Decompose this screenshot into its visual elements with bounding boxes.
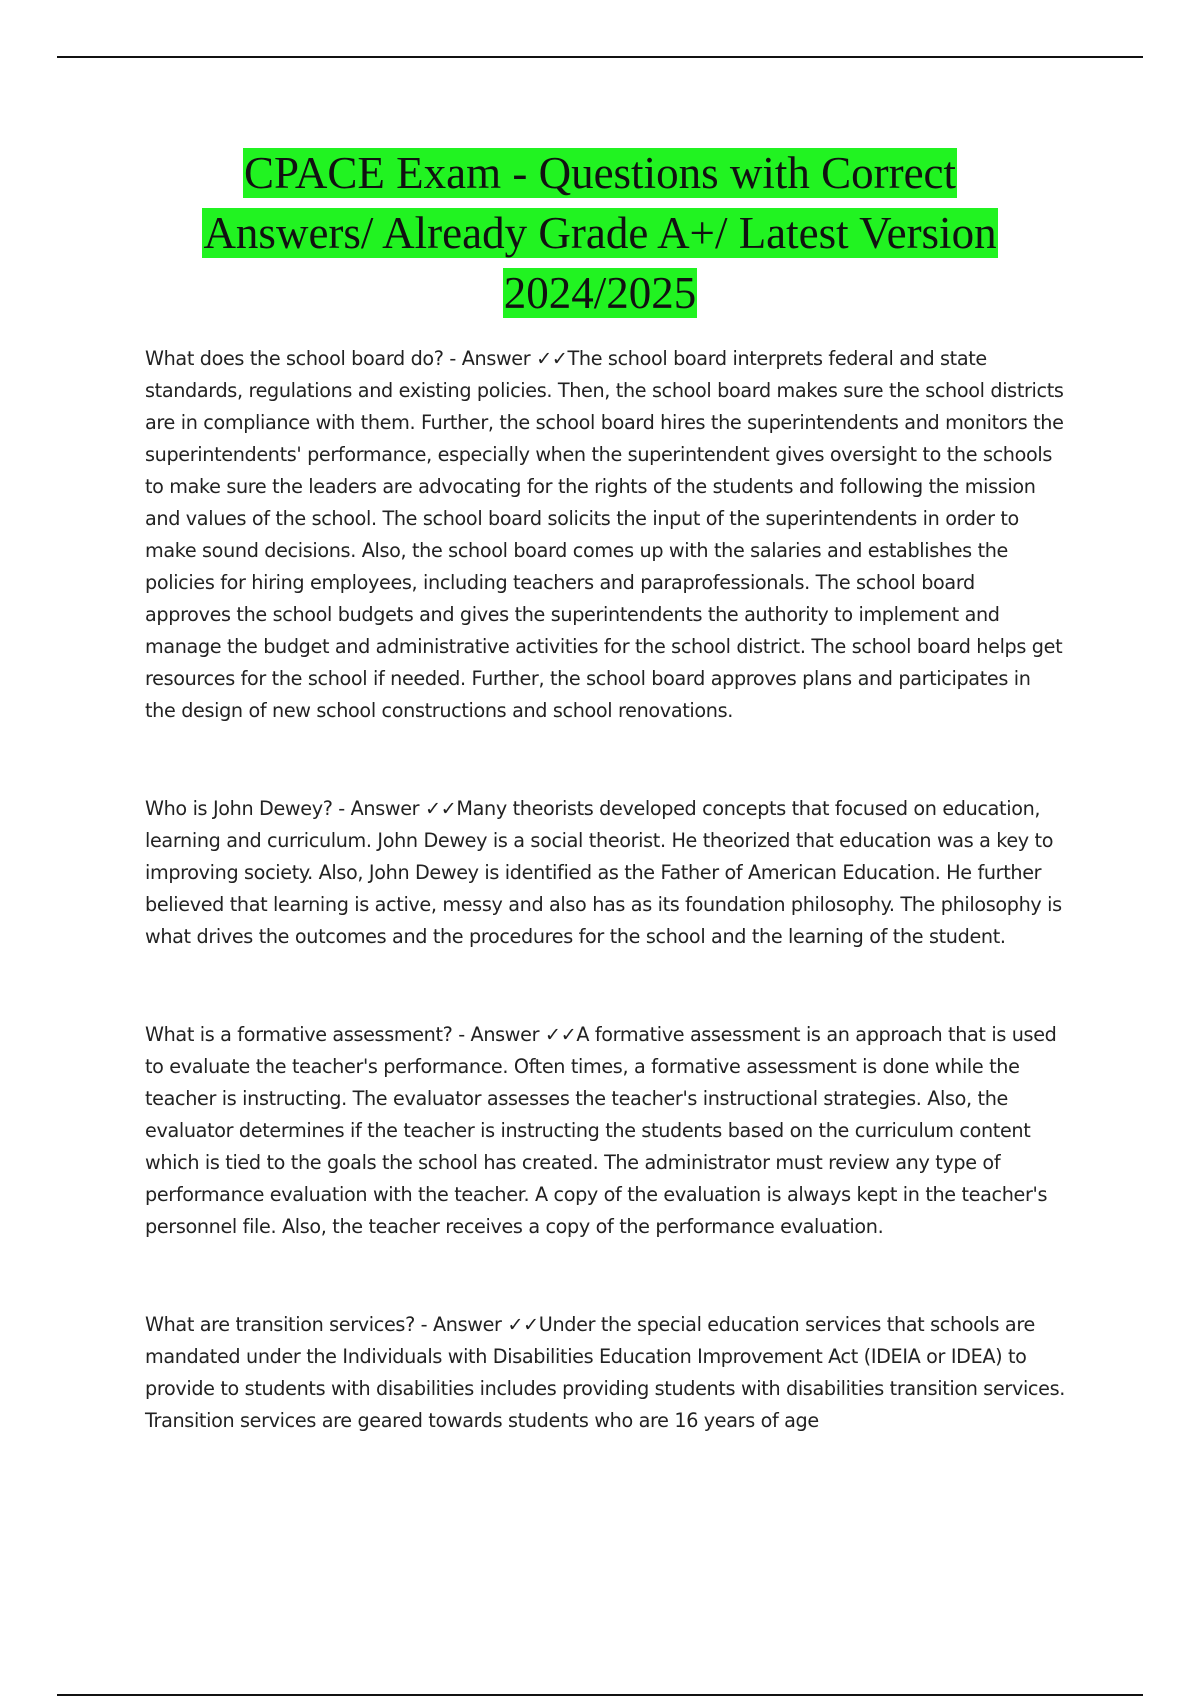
question-text: What is a formative assessment? <box>145 1023 453 1046</box>
question-text: What does the school board do? <box>145 347 444 370</box>
qa-list <box>145 343 1065 1503</box>
qa-item <box>145 343 1065 727</box>
double-check-icon: ✓✓ <box>424 797 457 820</box>
qa-item <box>145 793 1065 953</box>
question-text: What are transition services? <box>145 1313 415 1336</box>
document-title <box>60 143 1140 323</box>
answer-text: The school board interprets federal and state standards, regulations and existing policies. Then, the school board makes sure the school districts are in compliance with them. Further, the school board hires the superintendents and monitors the superintendents' performance, especially when the superintendent gives oversight to the schools to make sure the leaders are advocating for the rights of the students and following the mission and values of the school. The school board solicits the input of the superintendents in order to make sound decisions. Also, the school board comes up with the salaries and establishes the policies for hiring employees, including teachers and paraprofessionals. The school board approves the school budgets and gives the superintendents the authority to implement and manage the budget and administrative activities for the school district. The school board helps get resources for the school if needed. Further, the school board approves plans and participates in the design of new school constructions and school renovations. <box>145 347 1064 722</box>
double-check-icon: ✓✓ <box>507 1313 539 1336</box>
answer-separator: - Answer <box>443 347 537 370</box>
double-check-icon: ✓✓ <box>544 1023 577 1046</box>
answer-text: A formative assessment is an approach that is used to evaluate the teacher's performance. Often times, a formative assessment is done while the teacher is instructing. The evaluator assesses the teacher's instructional strategies. Also, the evaluator determines if the teacher is instructing the students based on the curriculum content which is tied to the goals the school has created. The administrator must review any type of performance evaluation with the teacher. A copy of the evaluation is always kept in the teacher's personnel file. Also, the teacher receives a copy of the performance evaluation. <box>145 1023 1057 1238</box>
answer-text: Under the special education services that schools are mandated under the Individuals with Disabilities Education Improvement Act (IDEIA or IDEA) to provide to students with disabilities includes providing students with disabilities transition services. Transition services are geared towards students who are 16 years of age <box>145 1313 1065 1432</box>
title-line-1: CPACE Exam - Questions with Correct <box>243 148 957 198</box>
answer-separator: - Answer <box>332 797 425 820</box>
title-line-2: Answers/ Already Grade A+/ Latest Version <box>203 208 997 258</box>
double-check-icon: ✓✓ <box>536 347 568 370</box>
answer-text: Many theorists developed concepts that focused on education, learning and curriculum. John Dewey is a social theorist. He theorized that education was a key to improving society. Also, John Dewey is identified as the Father of American Education. He further believed that learning is active, messy and also has as its foundation philosophy. The philosophy is what drives the outcomes and the procedures for the school and the learning of the student. <box>145 797 1062 948</box>
top-rule <box>57 56 1143 58</box>
qa-item <box>145 1309 1065 1437</box>
answer-separator: - Answer <box>452 1023 545 1046</box>
question-text: Who is John Dewey? <box>145 797 333 820</box>
title-line-3: 2024/2025 <box>503 268 697 318</box>
bottom-rule <box>57 1694 1143 1696</box>
answer-separator: - Answer <box>414 1313 508 1336</box>
qa-item <box>145 1019 1065 1243</box>
